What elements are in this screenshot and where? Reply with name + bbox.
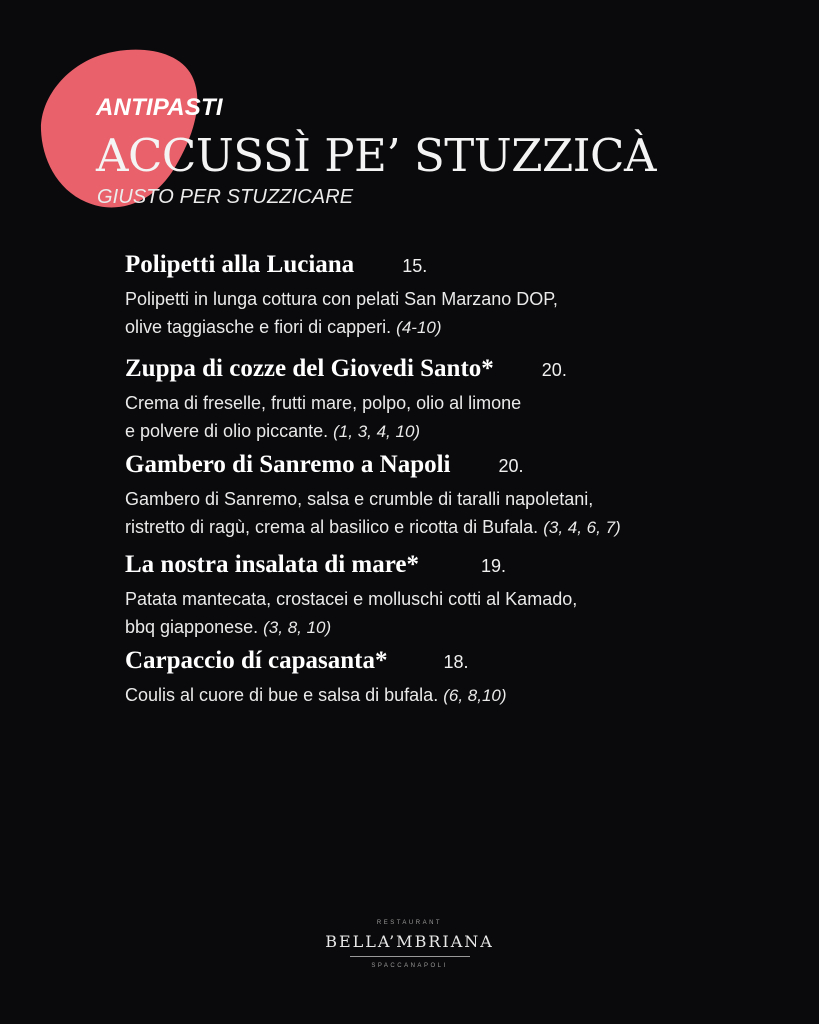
dish-description-line: Polipetti in lunga cottura con pelati San Marzano DOP, [125, 289, 558, 309]
dish-description [125, 485, 785, 542]
dish-description-line: Coulis al cuore di bue e salsa di bufala. [125, 685, 439, 705]
dish-header [125, 551, 785, 585]
dish-description-line: olive taggiasche e fiori di capperi. [125, 317, 392, 337]
dish-header [125, 451, 785, 485]
logo-brand-name: BELLA’MBRIANA [325, 932, 494, 951]
dish-name: La nostra insalata di mare* [125, 551, 419, 578]
logo-bottom-text: SPACCANAPOLI [371, 963, 448, 969]
dish-description-line: Crema di freselle, frutti mare, polpo, olio al limone [125, 393, 522, 413]
dish-price: 19. [481, 556, 507, 576]
dish-allergens: (4-10) [396, 318, 442, 337]
dish-description [125, 285, 785, 342]
dish-allergens: (3, 4, 6, 7) [543, 518, 621, 537]
dish-description-line: e polvere di olio piccante. [125, 421, 329, 441]
section-subtitle: GIUSTO PER STUZZICARE [97, 186, 354, 208]
dish-price: 20. [498, 456, 524, 476]
logo-top-text: RESTAURANT [376, 920, 443, 926]
restaurant-logo [0, 920, 819, 969]
dish-price: 20. [541, 360, 567, 380]
dish-header [125, 355, 785, 389]
section-category: ANTIPASTI [96, 94, 223, 121]
dish-header [125, 647, 785, 681]
dish-item [125, 355, 785, 446]
dish-description [125, 389, 785, 446]
dish-price: 18. [443, 652, 469, 672]
dish-allergens: (3, 8, 10) [263, 618, 332, 637]
dish-item [125, 251, 785, 342]
dish-description-line: Patata mantecata, crostacei e molluschi cotti al Kamado, [125, 589, 578, 609]
dish-description-line: ristretto di ragù, crema al basilico e ricotta di Bufala. [125, 517, 539, 537]
dish-price: 15. [402, 256, 428, 276]
dish-description-line: Gambero di Sanremo, salsa e crumble di taralli napoletani, [125, 489, 594, 509]
dish-item [125, 647, 785, 710]
logo-divider [350, 956, 470, 957]
section-title: ACCUSSÌ PE’ STUZZICÀ [96, 129, 656, 182]
dish-allergens: (1, 3, 4, 10) [333, 422, 421, 441]
dish-name: Gambero di Sanremo a Napoli [125, 451, 451, 478]
dish-allergens: (6, 8,10) [443, 686, 507, 705]
dish-header [125, 251, 785, 285]
dish-item [125, 451, 785, 542]
dish-name: Zuppa di cozze del Giovedi Santo* [125, 355, 494, 382]
dish-description [125, 585, 785, 642]
dish-name: Polipetti alla Luciana [125, 251, 355, 278]
dish-item [125, 551, 785, 642]
dish-name: Carpaccio dí capasanta* [125, 647, 388, 674]
dish-description [125, 681, 785, 710]
dish-description-line: bbq giapponese. [125, 617, 259, 637]
